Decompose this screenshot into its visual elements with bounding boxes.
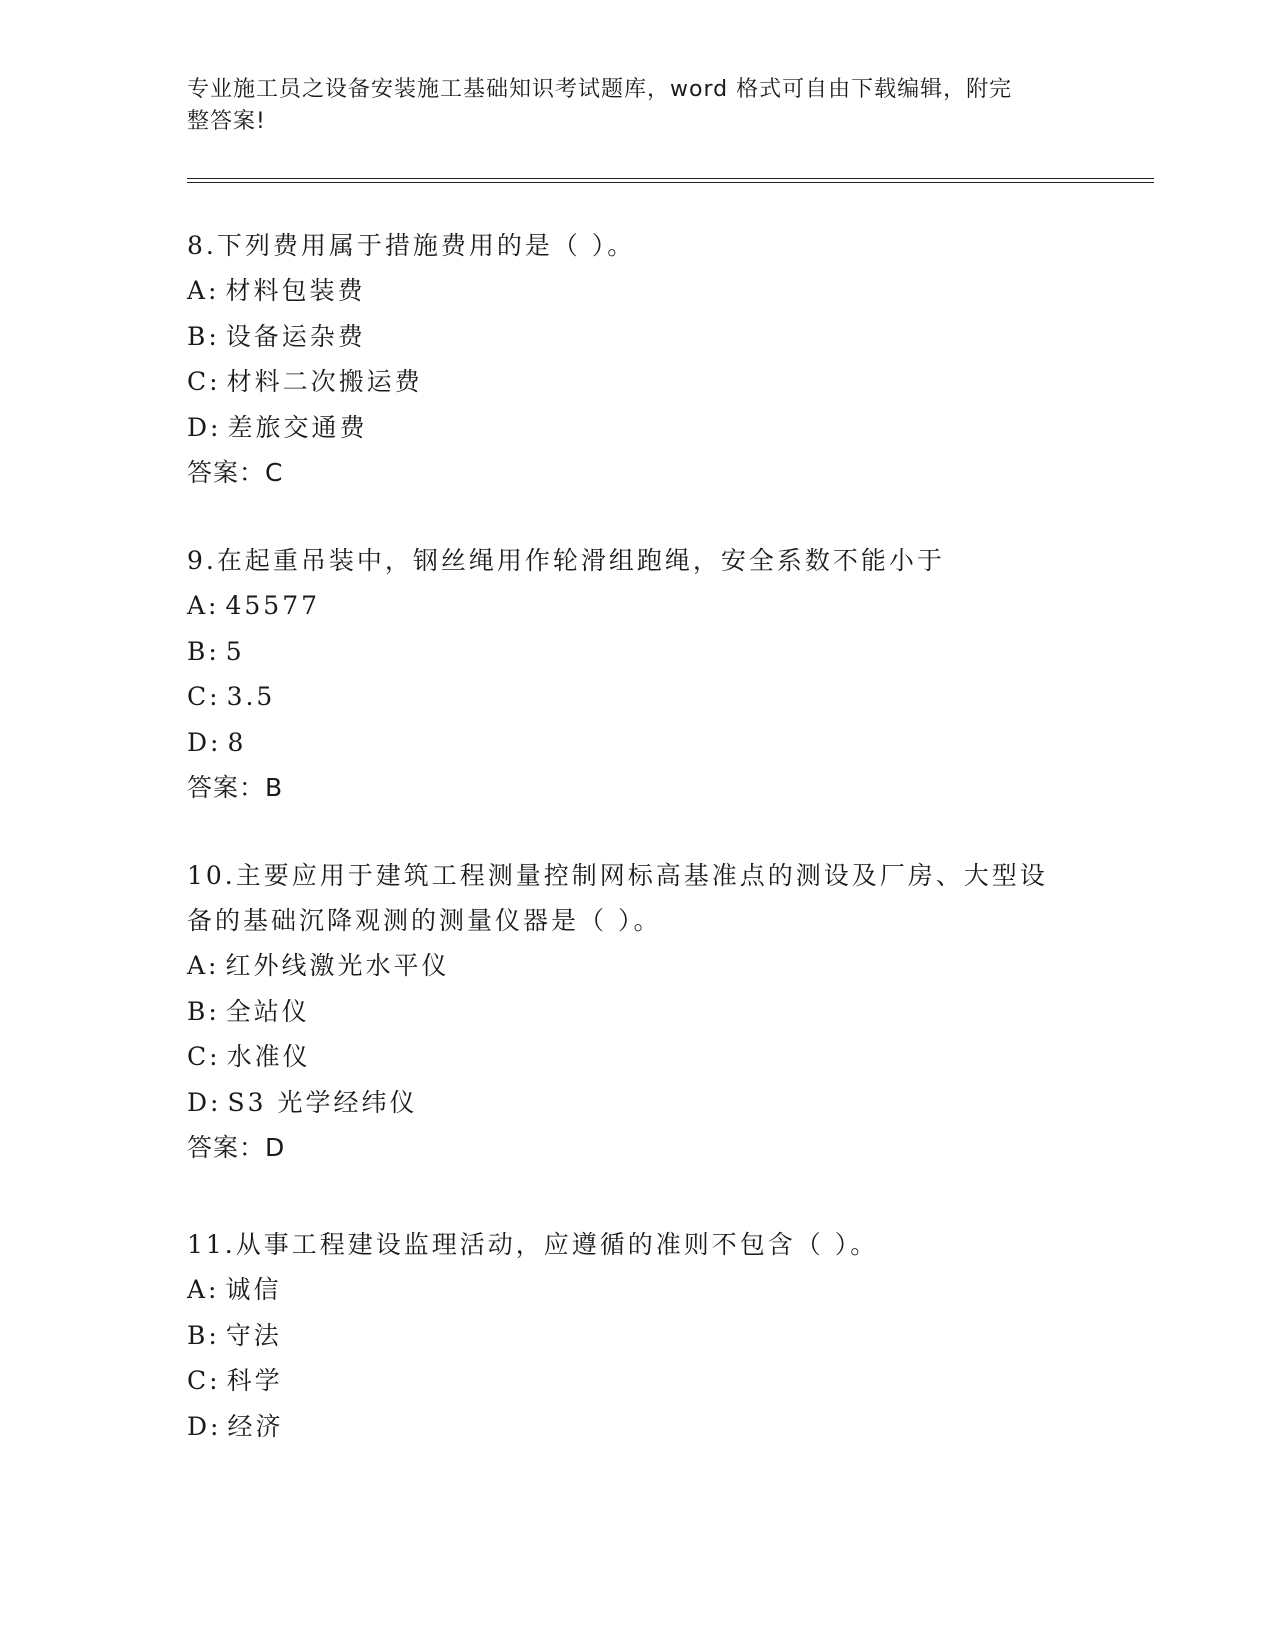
- answer: 答案：C: [187, 458, 284, 487]
- option-d: D: 经济: [187, 1411, 284, 1441]
- option-a: A: 45577: [187, 591, 321, 620]
- document-header: [187, 74, 1067, 138]
- option-b: B: 守法: [187, 1320, 282, 1350]
- question-stem: 11.从事工程建设监理活动，应遵循的准则不包含（ ）。: [187, 1230, 879, 1259]
- question-stem-line-1: 10.主要应用于建筑工程测量控制网标高基准点的测设及厂房、大型设: [187, 861, 1048, 890]
- option-d: D: 差旅交通费: [187, 412, 368, 442]
- option-d: D: 8: [187, 727, 247, 757]
- option-c: C: 水准仪: [187, 1042, 311, 1071]
- option-a: A: 红外线激光水平仪: [187, 951, 450, 980]
- option-c: C: 3.5: [187, 682, 276, 711]
- question-stem-line-2: 备的基础沉降观测的测量仪器是（ ）。: [187, 906, 662, 935]
- option-c: C: 材料二次搬运费: [187, 367, 423, 396]
- answer: 答案：D: [187, 1133, 286, 1162]
- header-line-2: 整答案!: [187, 109, 266, 134]
- question-stem: 8.下列费用属于措施费用的是（ ）。: [187, 231, 636, 260]
- question-9: [187, 538, 1087, 810]
- question-10: [187, 853, 1087, 1170]
- option-b: B: 5: [187, 636, 245, 666]
- header-divider-bottom: [187, 182, 1154, 183]
- answer: 答案：B: [187, 773, 284, 802]
- option-a: A: 材料包装费: [187, 276, 366, 305]
- header-divider-top: [187, 178, 1154, 179]
- question-8: [187, 223, 1087, 495]
- option-d: D: S3 光学经纬仪: [187, 1087, 418, 1117]
- option-b: B: 全站仪: [187, 996, 310, 1026]
- option-a: A: 诚信: [187, 1275, 282, 1304]
- option-b: B: 设备运杂费: [187, 321, 366, 351]
- question-stem: 9.在起重吊装中，钢丝绳用作轮滑组跑绳，安全系数不能小于: [187, 546, 945, 575]
- header-line-1: 专业施工员之设备安装施工基础知识考试题库，word 格式可自由下载编辑，附完: [187, 77, 1013, 102]
- question-11: [187, 1222, 1087, 1449]
- option-c: C: 科学: [187, 1366, 283, 1395]
